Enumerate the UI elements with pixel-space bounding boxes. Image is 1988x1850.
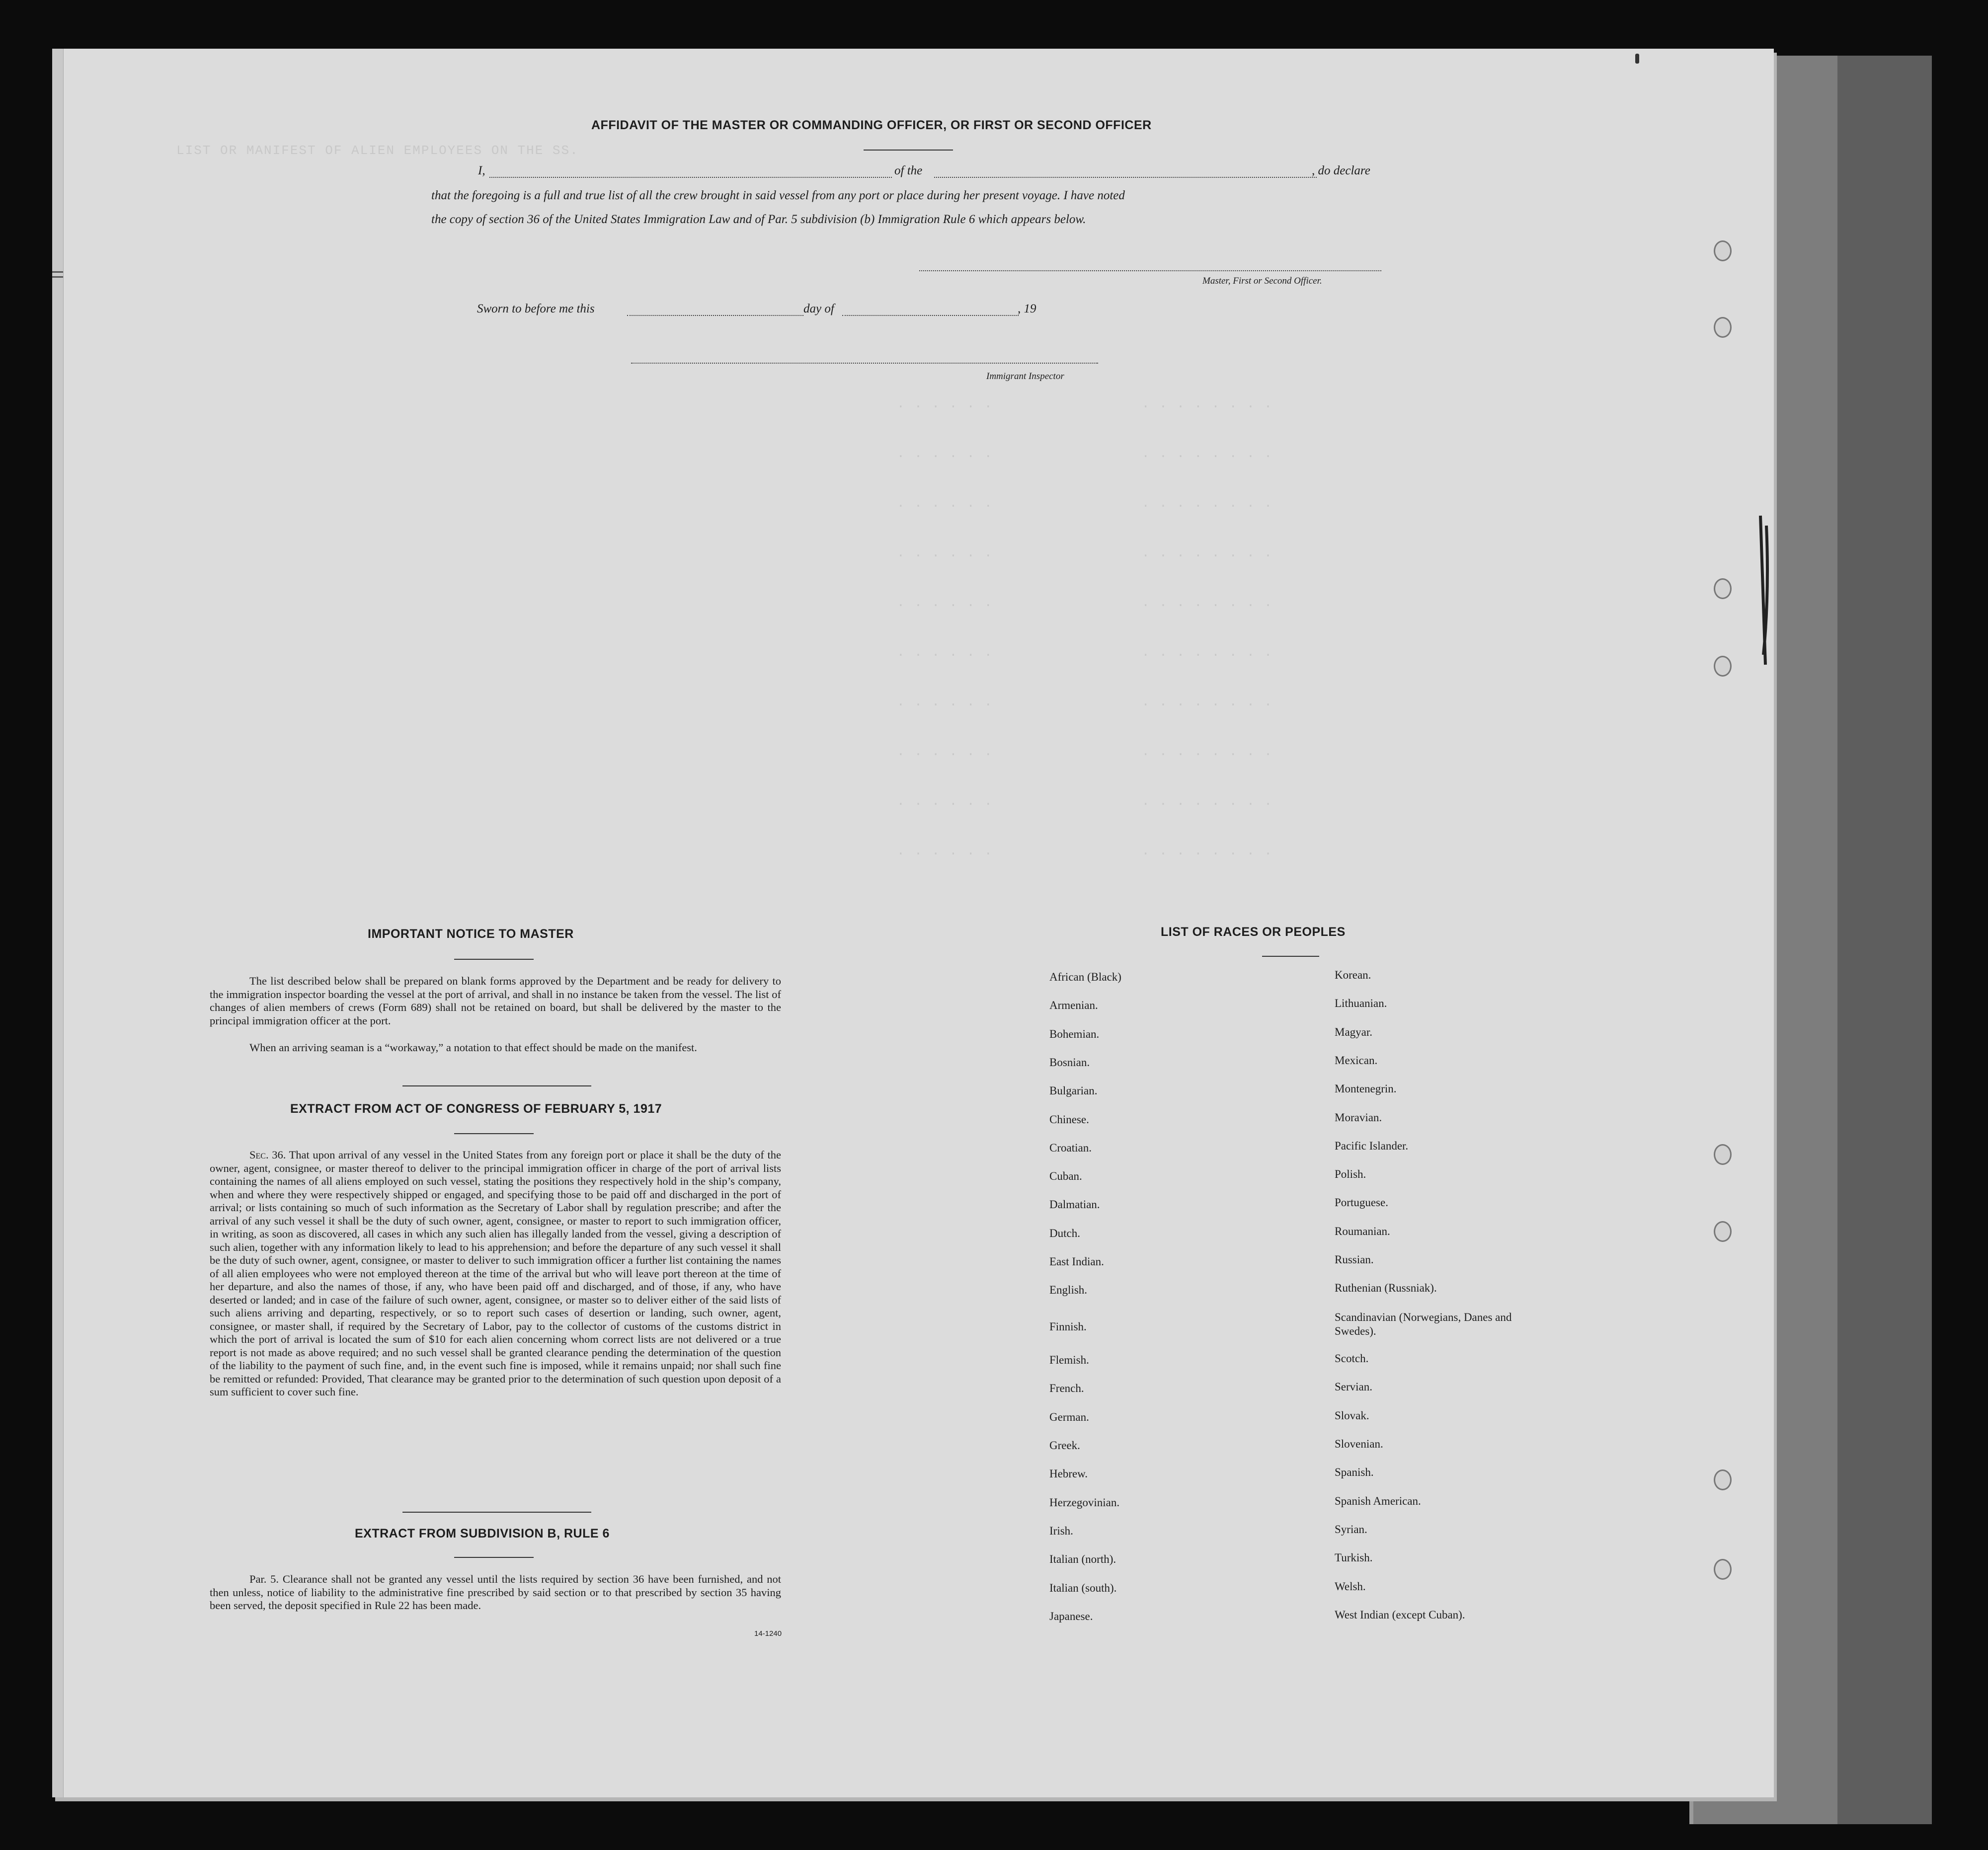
race-item: West Indian (except Cuban). — [1335, 1609, 1465, 1621]
binder-ring-icon — [1714, 240, 1732, 261]
declare-i: I, — [478, 164, 485, 177]
binder-ring-icon — [1714, 578, 1732, 599]
race-item: Slovak. — [1335, 1409, 1369, 1422]
race-item: Italian (south). — [1049, 1582, 1117, 1594]
race-item: Montenegrin. — [1335, 1082, 1397, 1095]
sworn-prefix: Sworn to before me this — [477, 302, 595, 315]
notice-title: IMPORTANT NOTICE TO MASTER — [368, 927, 574, 941]
race-item: Cuban. — [1049, 1170, 1082, 1182]
race-item: African (Black) — [1049, 971, 1121, 983]
sworn-month-field[interactable] — [842, 315, 1019, 316]
notice-para-2: When an arriving seaman is a “workaway,” a notation to that effect should be made on the manifest. — [249, 1041, 697, 1054]
race-item: Spanish American. — [1335, 1495, 1421, 1507]
inspector-caption: Immigrant Inspector — [986, 371, 1064, 382]
race-item: Hebrew. — [1049, 1467, 1088, 1480]
notice-para-1: The list described below shall be prepared on blank forms approved by the Department and be ready for delivery to the immigration inspector boarding the vessel at the port of arrival, and shall in no instance be taken from the vessel. The list of changes of alien members of crews (Form 689) shall not be retained on board, but shall be delivered by the master to the principal immigration officer at the port. — [210, 975, 781, 1027]
sworn-year-label: , 19 — [1018, 302, 1036, 315]
binder-ring-icon — [1714, 1144, 1732, 1165]
inspector-signature-field[interactable] — [631, 363, 1098, 364]
race-item: Polish. — [1335, 1168, 1366, 1180]
officer-caption: Master, First or Second Officer. — [1202, 276, 1322, 286]
race-item: Herzegovinian. — [1049, 1496, 1120, 1509]
manifest-page: LIST OR MANIFEST OF ALIEN EMPLOYEES ON THE SS. . . . . . . . . . . . . . . . . . . . . . . . . . . . . . . . . . . . . . . . . . . . . . . . . . . . . . . . . . . . . . . . . . . . . . . . . . . . . . . . . . . . . . . . . . . . . . . . . . . . . . . . . . . . . . . . . . . . . . . . . . . . . . . . . . . . . . . . . . . . . — [52, 49, 1774, 1797]
act-section-label: Sec. 36. — [249, 1149, 286, 1161]
declare-end: , do declare — [1312, 164, 1370, 177]
pencil-mark-icon — [1751, 506, 1774, 675]
race-item: Dalmatian. — [1049, 1198, 1100, 1211]
race-item: Bosnian. — [1049, 1056, 1090, 1069]
race-item: Italian (north). — [1049, 1553, 1116, 1565]
officer-signature-field[interactable] — [919, 270, 1381, 271]
affidavit-line-1: that the foregoing is a full and true list of all the crew brought in said vessel from any port or place during her present voyage. I have noted — [431, 189, 1125, 202]
bleed-through: LIST OR MANIFEST OF ALIEN EMPLOYEES ON THE SS. — [176, 143, 579, 158]
race-item: Greek. — [1049, 1439, 1080, 1452]
sworn-day-label: day of — [803, 302, 834, 315]
act-body — [210, 1149, 781, 1399]
form-number: 14-1240 — [754, 1629, 782, 1638]
race-item: Magyar. — [1335, 1026, 1373, 1038]
race-item: Moravian. — [1335, 1111, 1382, 1124]
rule-body: Par. 5. Clearance shall not be granted any vessel until the lists required by section 36 have been furnished, and not then unless, notice of liability to the administrative fine prescribed by said section or to that prescribed by section 35 having been served, the deposit specified in Rule 22 has been made. — [210, 1573, 781, 1612]
binder-ring-icon — [1714, 1469, 1732, 1490]
race-item: Japanese. — [1049, 1610, 1093, 1622]
affidavit-title: AFFIDAVIT OF THE MASTER OR COMMANDING OFFICER, OR FIRST OR SECOND OFFICER — [591, 118, 1152, 132]
race-item: German. — [1049, 1411, 1089, 1423]
act-title: EXTRACT FROM ACT OF CONGRESS OF FEBRUARY 5, 1917 — [290, 1102, 662, 1116]
race-item: Flemish. — [1049, 1354, 1089, 1366]
race-item: Bulgarian. — [1049, 1084, 1098, 1097]
race-item: Lithuanian. — [1335, 997, 1387, 1009]
race-item: Roumanian. — [1335, 1225, 1390, 1237]
race-item: Welsh. — [1335, 1580, 1366, 1593]
declare-of: of the — [894, 164, 923, 177]
binder-ring-icon — [1714, 1221, 1732, 1242]
race-item: Mexican. — [1335, 1054, 1378, 1067]
binder-ring-icon — [1714, 656, 1732, 677]
race-item: Chinese. — [1049, 1113, 1089, 1126]
race-item: Russian. — [1335, 1253, 1374, 1266]
race-item: Spanish. — [1335, 1466, 1374, 1478]
race-item: East Indian. — [1049, 1255, 1104, 1268]
race-item: Slovenian. — [1335, 1438, 1383, 1450]
affidavit-line-2: the copy of section 36 of the United States Immigration Law and of Par. 5 subdivision (b) Immigration Rule 6 which appears below. — [431, 213, 1086, 226]
race-item: Finnish. — [1049, 1320, 1087, 1333]
act-text: That upon arrival of any vessel in the United States from any foreign port or place it shall be the duty of the owner, agent, consignee, or master thereof to deliver to the principal immigration officer in charge of the port of arrival lists containing the names of all aliens employed on such vessel, stating the positions they respectively hold in the ship’s company, when and where they were respectively shipped or engaged, and specifying those to be paid off and discharged in the port of arrival; or lists containing so much of such information as the Secretary of Labor shall by regulation prescribe; and after the arrival of any such vessel it shall be the duty of such owner, agent, consignee, or master to report to such immigration officer, in writing, as soon as discovered, all cases in which any such alien has illegally landed from the vessel, giving a description of such alien, together with any information likely to lead to his apprehension; and before the departure of any such vessel it shall be the duty of such owner, agent, consignee, or master to deliver to such immigration officer a further list containing the names of all alien employees who were not employed thereon at the time of the arrival but who will leave port thereon at the time of her departure, and also the names of those, if any, who have been paid off and discharged, and of those, if any, who have deserted or landed; and in case of the failure of such owner, agent, consignee, or master so to deliver either of the said lists of such aliens arriving and departing, respectively, or so to report such cases of desertion or landing, such owner, agent, consignee, or master shall, if required by the Secretary of Labor, pay to the collector of customs of the customs district in which the port of arrival is located the sum of $10 for each alien concerning whom correct lists are not delivered or a true report is not made as above required; and no such vessel shall be granted clearance pending the determination of the question of the liability to the payment of such fine, and, in the event such fine is imposed, while it remains unpaid; nor shall such fine be remitted or refunded: Provided, That clearance may be granted prior to the determination of such question upon deposit of a sum sufficient to cover such fine. — [210, 1149, 781, 1398]
race-item: Turkish. — [1335, 1551, 1373, 1564]
name-field[interactable] — [489, 177, 892, 178]
race-item: Servian. — [1335, 1381, 1373, 1393]
binding-strip — [52, 49, 64, 1797]
binder-ring-icon — [1714, 317, 1732, 338]
races-title: LIST OF RACES OR PEOPLES — [1161, 925, 1346, 939]
race-item: Armenian. — [1049, 999, 1098, 1011]
race-item: Dutch. — [1049, 1227, 1080, 1239]
race-item: Korean. — [1335, 969, 1371, 981]
sworn-day-field[interactable] — [627, 315, 803, 316]
binder-ring-icon — [1714, 1559, 1732, 1580]
race-item: Irish. — [1049, 1525, 1073, 1537]
race-item: English. — [1049, 1284, 1088, 1296]
race-item: Scandinavian (Norwegians, Danes and Swedes). — [1335, 1311, 1512, 1337]
vessel-field[interactable] — [934, 177, 1317, 178]
race-item: Syrian. — [1335, 1523, 1367, 1536]
race-item: Scotch. — [1335, 1352, 1369, 1365]
race-item: Bohemian. — [1049, 1028, 1100, 1040]
race-item: Pacific Islander. — [1335, 1140, 1409, 1152]
rule-title: EXTRACT FROM SUBDIVISION B, RULE 6 — [355, 1527, 610, 1541]
race-item: Ruthenian (Russniak). — [1335, 1282, 1437, 1294]
race-item: French. — [1049, 1382, 1084, 1394]
race-item: Portuguese. — [1335, 1196, 1388, 1209]
race-item: Croatian. — [1049, 1142, 1092, 1154]
